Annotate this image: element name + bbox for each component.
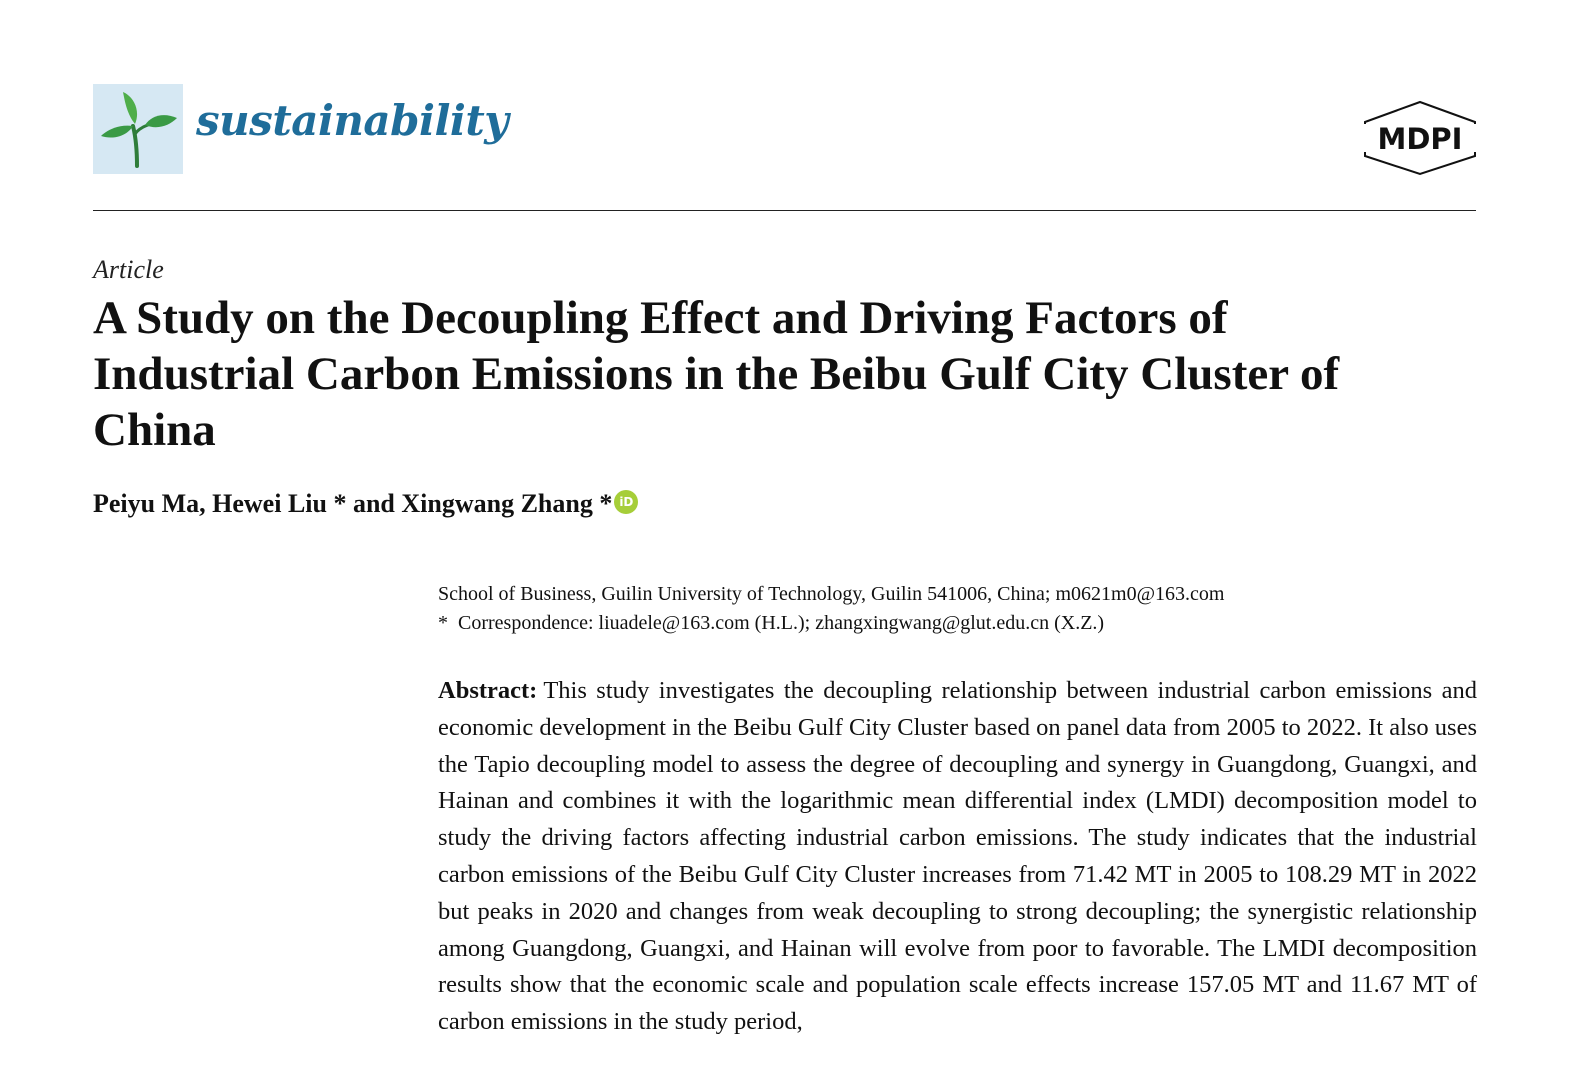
journal-name[interactable]: sustainability	[196, 96, 509, 145]
article-type: Article	[93, 255, 164, 284]
journal-logo	[93, 84, 183, 174]
affiliation-line: School of Business, Guilin University of Technology, Guilin 541006, China; m0621m0@163.com	[438, 583, 1225, 605]
orcid-icon[interactable]: iD	[614, 490, 638, 514]
publisher-name: MDPI	[1377, 122, 1463, 156]
mdpi-logo	[1362, 100, 1478, 176]
article-title: A Study on the Decoupling Effect and Driving Factors of Industrial Carbon Emissions in the Beibu Gulf City Cluster of China	[93, 292, 1340, 456]
abstract	[438, 673, 1477, 1041]
author-list	[93, 487, 638, 521]
correspondence-text: Correspondence: liuadele@163.com (H.L.); zhangxingwang@glut.edu.cn (X.Z.)	[458, 612, 1105, 634]
authors-text: Peiyu Ma, Hewei Liu * and Xingwang Zhang *	[93, 489, 613, 518]
correspondence-marker: *	[438, 612, 448, 634]
abstract-label: Abstract:	[438, 677, 538, 704]
sprout-icon	[93, 84, 183, 174]
header-divider	[93, 210, 1476, 211]
affiliations	[438, 580, 1478, 638]
abstract-text: This study investigates the decoupling relationship between industrial carbon emissions and economic development in the Beibu Gulf City Cluster based on panel data from 2005 to 2022. It also uses the Tapio decoupling model to assess the degree of decoupling and synergy in Guangdong, Guangxi, and Hainan and combines it with the logarithmic mean differential index (LMDI) decomposition model to study the driving factors affecting industrial carbon emissions. The study indicates that the industrial carbon emissions of the Beibu Gulf City Cluster increases from 71.42 MT in 2005 to 108.29 MT in 2022 but peaks in 2020 and changes from weak decoupling to strong decoupling; the synergistic relationship among Guangdong, Guangxi, and Hainan will evolve from poor to favorable. The LMDI decomposition results show that the economic scale and population scale effects increase 157.05 MT and 11.67 MT of carbon emissions in the study period,	[438, 677, 1478, 1036]
correspondence-line	[438, 609, 1478, 638]
